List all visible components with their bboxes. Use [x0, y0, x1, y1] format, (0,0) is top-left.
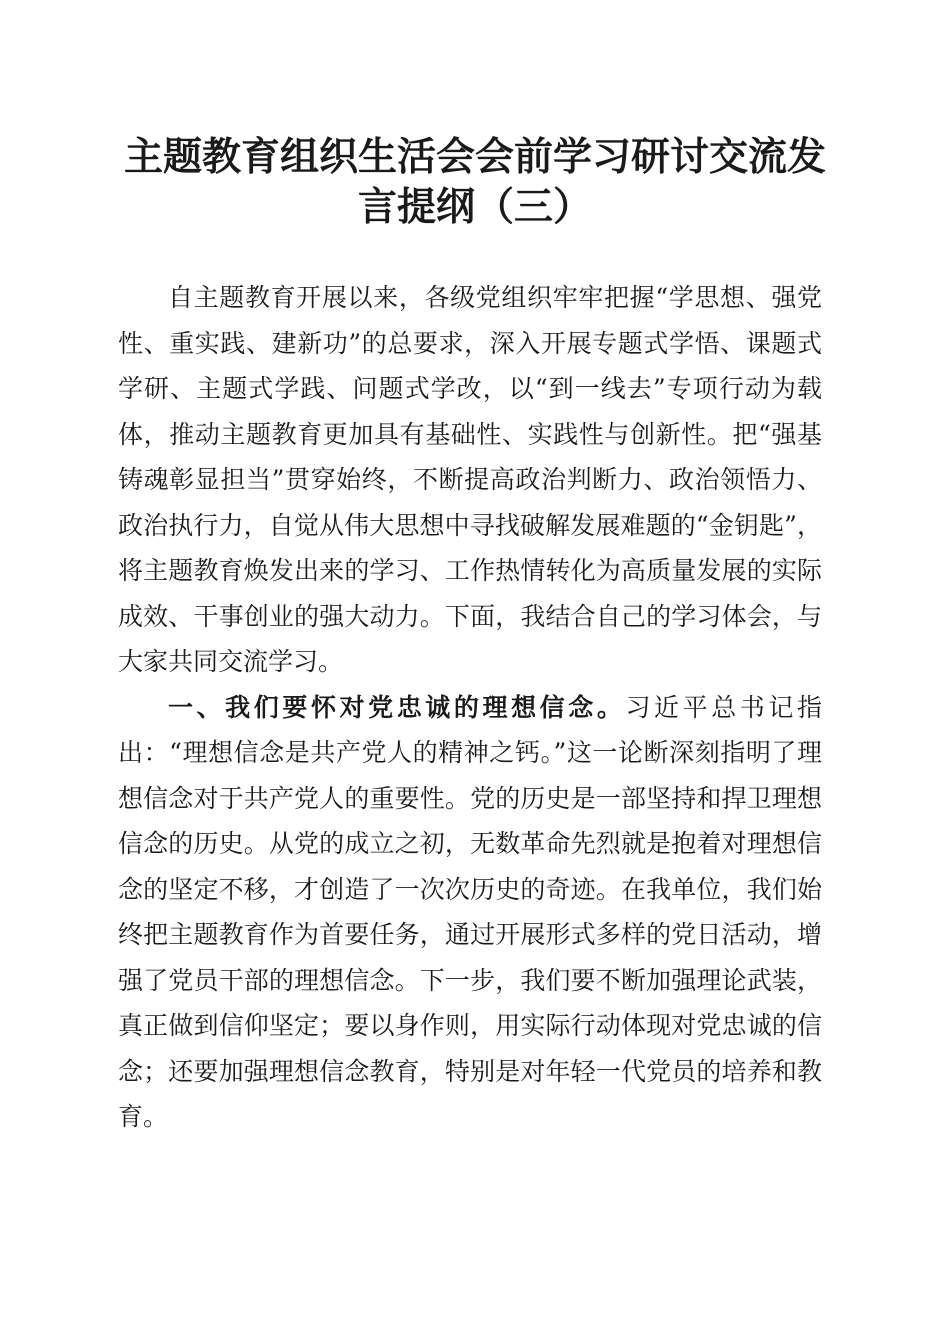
- document-body: [118, 275, 822, 1140]
- section-1-heading: 一、我们要怀对党忠诚的理想信念。: [168, 692, 626, 722]
- section-1-paragraph: [118, 685, 822, 1140]
- document-title: 主题教育组织生活会会前学习研讨交流发言提纲（三）: [123, 134, 826, 230]
- intro-paragraph: 自主题教育开展以来，各级党组织牢牢把握“学思想、强党性、重实践、建新功”的总要求，深入开展专题式学悟、课题式学研、主题式学践、问题式学改，以“到一线去”专项行动为载体，推动主题教育更加具有基础性、实践性与创新性。把“强基铸魂彰显担当”贯穿始终，不断提高政治判断力、政治领悟力、政治执行力，自觉从伟大思想中寻找破解发展难题的“金钥匙”，将主题教育焕发出来的学习、工作热情转化为高质量发展的实际成效、干事创业的强大动力。下面，我结合自己的学习体会，与大家共同交流学习。: [118, 283, 822, 676]
- section-1-text: 习近平总书记指出：“理想信念是共产党人的精神之钙。”这一论断深刻指明了理想信念对于共产党人的重要性。党的历史是一部坚持和捍卫理想信念的历史。从党的成立之初，无数革命先烈就是抱着对理想信念的坚定不移，才创造了一次次历史的奇迹。在我单位，我们始终把主题教育作为首要任务，通过开展形式多样的党日活动，增强了党员干部的理想信念。下一步，我们要不断加强理论武装，真正做到信仰坚定；要以身作则，用实际行动体现对党忠诚的信念；还要加强理想信念教育，特别是对年轻一代党员的培养和教育。: [118, 692, 822, 1131]
